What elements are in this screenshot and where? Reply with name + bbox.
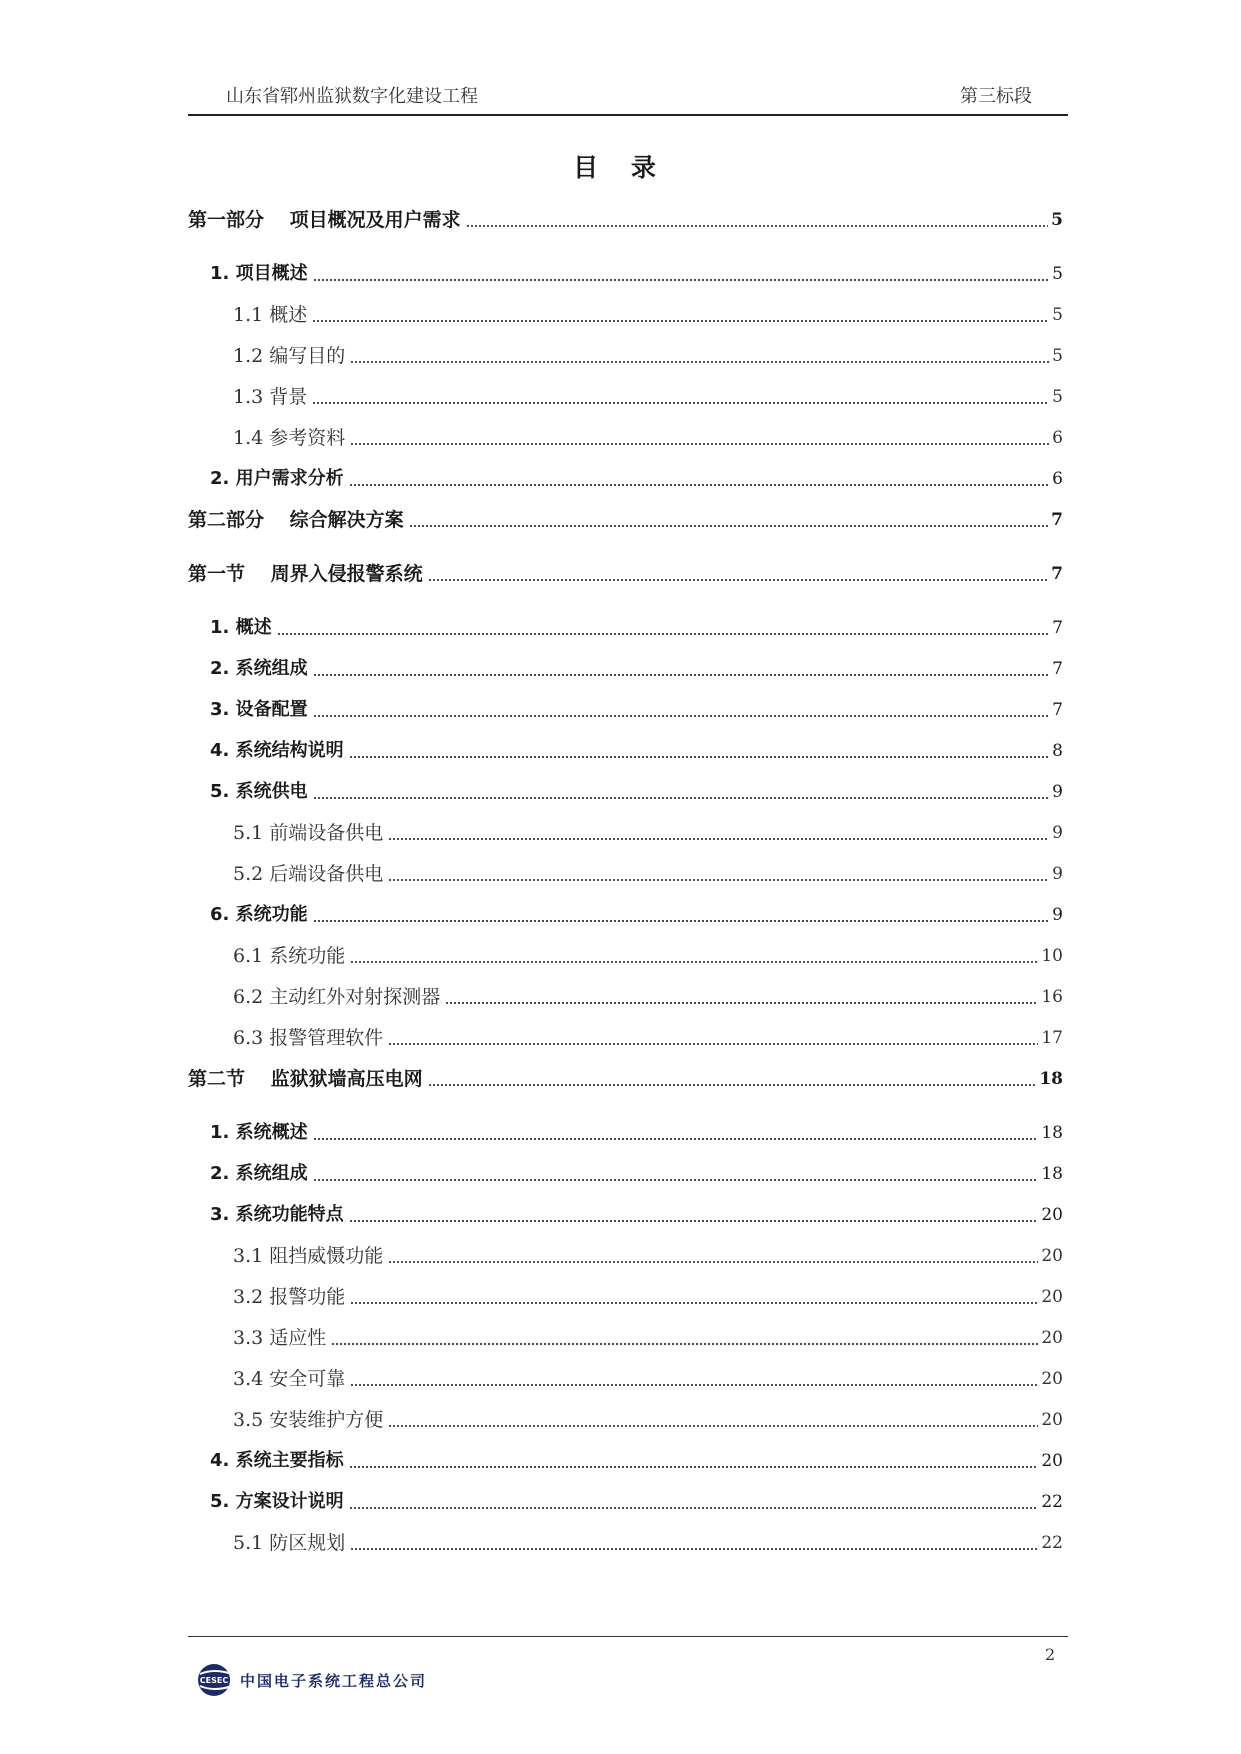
page-header [188, 82, 1068, 116]
toc-entry[interactable] [188, 1490, 1063, 1514]
dot-leader [388, 879, 1049, 881]
toc-entry-label: 3.4 安全可靠 [233, 1368, 346, 1390]
toc-entry-page: 7 [1051, 510, 1063, 530]
dot-leader [312, 402, 1049, 404]
toc-entry-label: 2. 用户需求分析 [210, 468, 344, 489]
toc-entry-label: 第一部分 项目概况及用户需求 [188, 209, 461, 231]
toc-entry-label: 1.4 参考资料 [233, 427, 346, 449]
toc-entry-label: 1. 项目概述 [210, 263, 308, 284]
toc-entry-label: 4. 系统结构说明 [210, 740, 344, 761]
toc-entry-label: 1. 概述 [210, 617, 272, 638]
toc-entry[interactable] [188, 1244, 1063, 1268]
toc-entry[interactable] [188, 467, 1063, 491]
toc-entry-page: 5 [1052, 264, 1063, 284]
toc-entry[interactable] [188, 739, 1063, 763]
toc-entry-label: 1.2 编写目的 [233, 345, 346, 367]
cesec-logo-icon [196, 1662, 236, 1698]
toc-entry-label: 5.2 后端设备供电 [233, 863, 384, 885]
toc-entry[interactable] [188, 985, 1063, 1009]
dot-leader [428, 579, 1049, 581]
toc-entry-page: 9 [1052, 905, 1063, 925]
toc-entry-page: 20 [1041, 1205, 1063, 1225]
dot-leader [313, 674, 1050, 676]
toc-entry-page: 18 [1041, 1164, 1063, 1184]
toc-entry-page: 5 [1051, 210, 1063, 230]
toc-entry-page: 7 [1052, 659, 1063, 679]
dot-leader [313, 1179, 1039, 1181]
toc-entry-label: 6.1 系统功能 [233, 945, 346, 967]
dot-leader [349, 484, 1050, 486]
toc-entry-page: 7 [1052, 700, 1063, 720]
footer-divider [188, 1636, 1068, 1637]
toc-entry-label: 3. 系统功能特点 [210, 1204, 344, 1225]
toc-entry-page: 5 [1052, 346, 1063, 366]
toc-entry-page: 7 [1052, 618, 1063, 638]
dot-leader [409, 525, 1049, 527]
toc-entry-page: 17 [1041, 1028, 1063, 1048]
toc-entry[interactable] [188, 426, 1063, 450]
toc-entry-page: 20 [1041, 1246, 1063, 1266]
toc-entry[interactable] [188, 262, 1063, 286]
dot-leader [313, 1138, 1039, 1140]
toc-entry-label: 第一节 周界入侵报警系统 [188, 563, 423, 585]
dot-leader [350, 1548, 1038, 1550]
toc-entry[interactable] [188, 862, 1063, 886]
toc-entry[interactable] [188, 903, 1063, 927]
dot-leader [350, 1384, 1038, 1386]
table-of-contents [188, 208, 1063, 1572]
dot-leader [313, 920, 1050, 922]
toc-entry-page: 16 [1041, 987, 1063, 1007]
toc-entry[interactable] [188, 1067, 1063, 1091]
dot-leader [313, 797, 1050, 799]
toc-entry-label: 6.3 报警管理软件 [233, 1027, 384, 1049]
toc-entry[interactable] [188, 344, 1063, 368]
dot-leader [313, 279, 1050, 281]
toc-entry-label: 3.3 适应性 [233, 1327, 327, 1349]
dot-leader [312, 320, 1049, 322]
toc-entry-page: 6 [1052, 469, 1063, 489]
dot-leader [350, 361, 1049, 363]
toc-entry[interactable] [188, 1531, 1063, 1555]
toc-entry[interactable] [188, 1367, 1063, 1391]
toc-entry-page: 10 [1041, 946, 1063, 966]
dot-leader [349, 1507, 1039, 1509]
toc-entry-page: 20 [1041, 1287, 1063, 1307]
toc-entry-page: 18 [1039, 1069, 1063, 1089]
dot-leader [388, 1043, 1038, 1045]
toc-entry[interactable] [188, 208, 1063, 232]
toc-title: 目 录 [573, 153, 668, 182]
toc-entry[interactable] [188, 1408, 1063, 1432]
toc-entry-label: 1.3 背景 [233, 386, 308, 408]
toc-entry[interactable] [188, 616, 1063, 640]
toc-entry-label: 5. 系统供电 [210, 781, 308, 802]
toc-entry[interactable] [188, 562, 1063, 586]
dot-leader [349, 1466, 1039, 1468]
dot-leader [388, 838, 1049, 840]
toc-entry-page: 7 [1051, 564, 1063, 584]
toc-entry-page: 22 [1041, 1533, 1063, 1553]
toc-entry-label: 3. 设备配置 [210, 699, 308, 720]
dot-leader [350, 1302, 1038, 1304]
toc-entry-label: 3.1 阻挡威慑功能 [233, 1245, 384, 1267]
toc-entry[interactable] [188, 1121, 1063, 1145]
toc-entry-label: 1.1 概述 [233, 304, 308, 326]
dot-leader [388, 1425, 1038, 1427]
toc-entry[interactable] [188, 1285, 1063, 1309]
toc-entry[interactable] [188, 1203, 1063, 1227]
toc-entry[interactable] [188, 508, 1063, 532]
toc-entry-page: 22 [1041, 1492, 1063, 1512]
toc-entry-page: 20 [1041, 1410, 1063, 1430]
toc-entry-page: 20 [1041, 1369, 1063, 1389]
header-section: 第三标段 [960, 86, 1032, 107]
toc-entry-label: 6.2 主动红外对射探测器 [233, 986, 441, 1008]
toc-entry-label: 3.2 报警功能 [233, 1286, 346, 1308]
toc-entry-label: 2. 系统组成 [210, 1163, 308, 1184]
company-name: 中国电子系统工程总公司 [240, 1671, 428, 1690]
toc-entry-label: 3.5 安装维护方便 [233, 1409, 384, 1431]
toc-entry-label: 第二节 监狱狱墙高压电网 [188, 1068, 423, 1090]
toc-entry[interactable] [188, 698, 1063, 722]
dot-leader [350, 961, 1038, 963]
dot-leader [277, 633, 1050, 635]
dot-leader [313, 715, 1050, 717]
toc-entry[interactable] [188, 1026, 1063, 1050]
toc-entry-label: 5.1 前端设备供电 [233, 822, 384, 844]
toc-entry[interactable] [188, 1326, 1063, 1350]
toc-entry[interactable] [188, 303, 1063, 327]
toc-entry-label: 6. 系统功能 [210, 904, 308, 925]
page-number: 2 [1045, 1645, 1056, 1664]
toc-entry-page: 6 [1052, 428, 1063, 448]
toc-entry[interactable] [188, 1449, 1063, 1473]
toc-entry-page: 9 [1052, 823, 1063, 843]
dot-leader [445, 1002, 1038, 1004]
toc-entry-page: 8 [1052, 741, 1063, 761]
header-project-title: 山东省郓州监狱数字化建设工程 [226, 86, 478, 107]
toc-entry-label: 4. 系统主要指标 [210, 1450, 344, 1471]
toc-entry[interactable] [188, 780, 1063, 804]
toc-entry[interactable] [188, 1162, 1063, 1186]
dot-leader [350, 443, 1049, 445]
toc-entry-page: 20 [1041, 1451, 1063, 1471]
dot-leader [428, 1084, 1037, 1086]
toc-entry[interactable] [188, 821, 1063, 845]
toc-entry-label: 1. 系统概述 [210, 1122, 308, 1143]
toc-entry[interactable] [188, 944, 1063, 968]
toc-entry-page: 20 [1041, 1328, 1063, 1348]
toc-entry[interactable] [188, 657, 1063, 681]
toc-entry-label: 5. 方案设计说明 [210, 1491, 344, 1512]
dot-leader [466, 225, 1049, 227]
toc-entry-page: 9 [1052, 782, 1063, 802]
dot-leader [388, 1261, 1038, 1263]
toc-entry-page: 18 [1041, 1123, 1063, 1143]
toc-entry-label: 5.1 防区规划 [233, 1532, 346, 1554]
toc-entry[interactable] [188, 385, 1063, 409]
company-logo [196, 1662, 427, 1698]
toc-entry-page: 9 [1052, 864, 1063, 884]
dot-leader [349, 756, 1050, 758]
logo-abbr: CESEC [199, 1676, 229, 1685]
toc-entry-page: 5 [1052, 305, 1063, 325]
dot-leader [331, 1343, 1038, 1345]
toc-entry-label: 2. 系统组成 [210, 658, 308, 679]
toc-entry-page: 5 [1052, 387, 1063, 407]
dot-leader [349, 1220, 1039, 1222]
toc-entry-label: 第二部分 综合解决方案 [188, 509, 404, 531]
